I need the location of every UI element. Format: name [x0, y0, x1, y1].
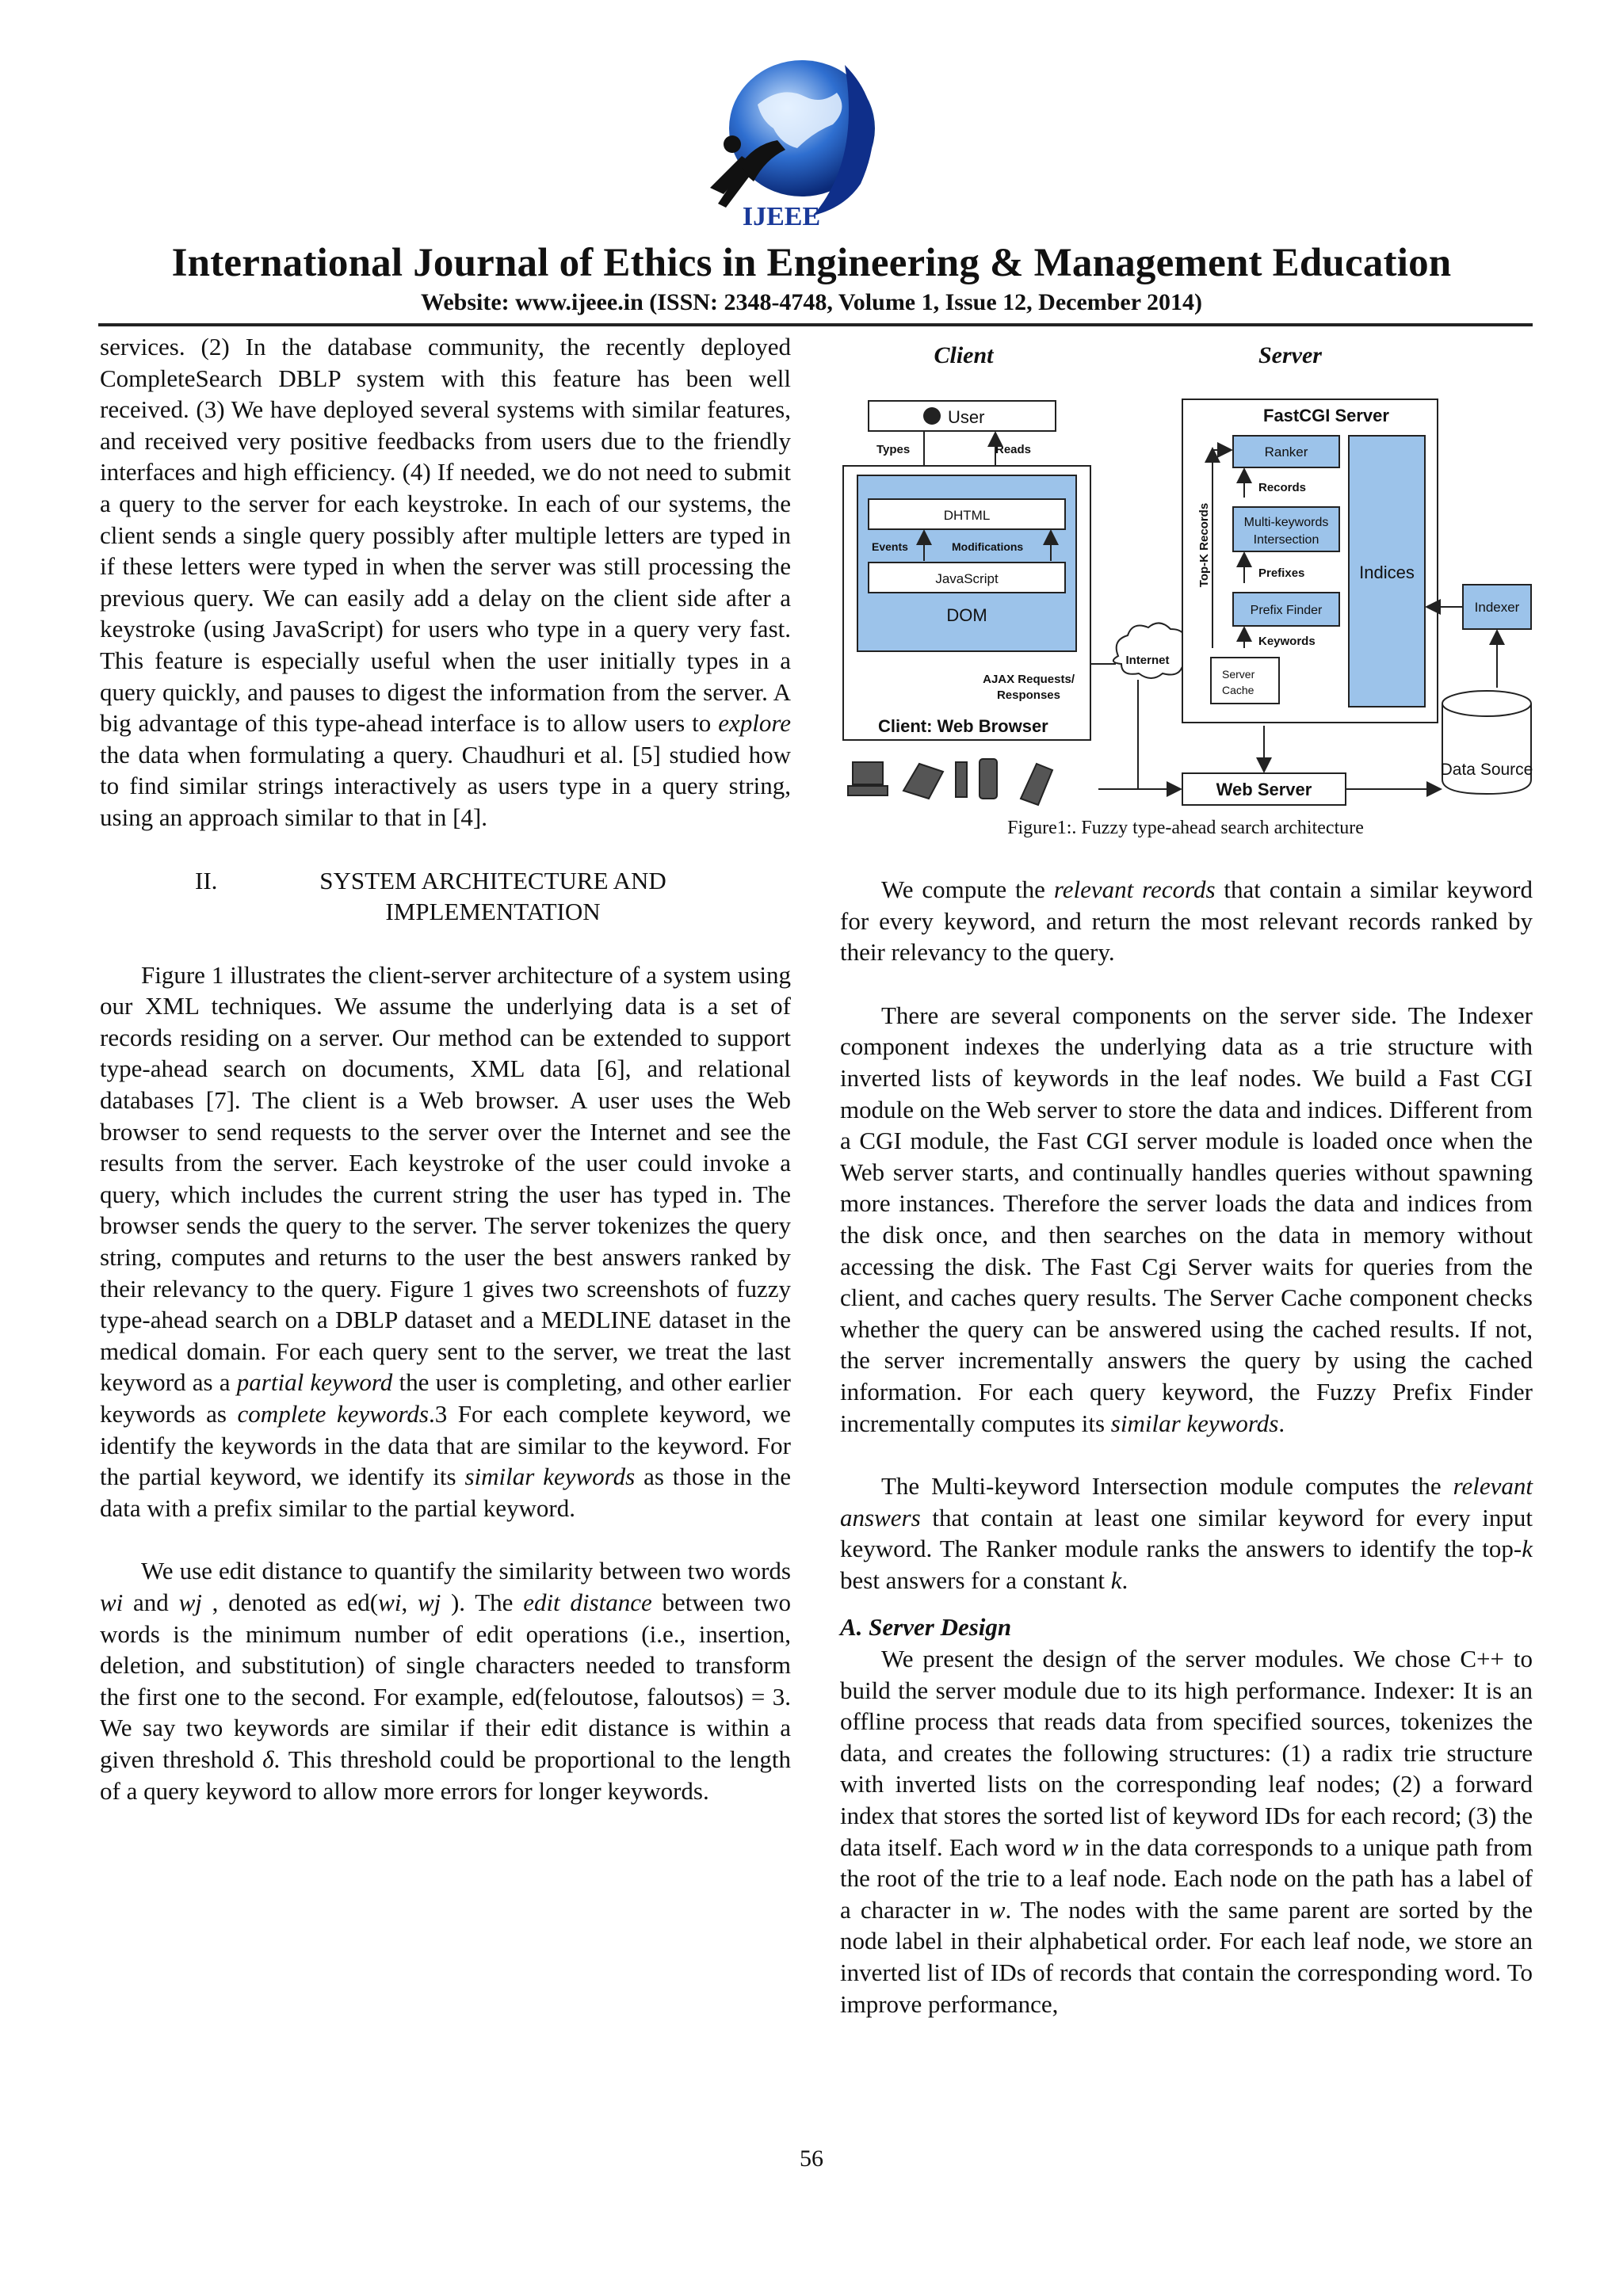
architecture-diagram [837, 331, 1534, 838]
globe-logo-icon [663, 49, 924, 231]
paragraph-server-components: There are several components on the server side. The Indexer component indexes the underlying data as a trie structure with inverted lists of keywords in the leaf nodes. We build a Fast CGI module on the Web server to store the data and indices. Different from a CGI module, the Fast CGI server module is loaded once when the Web server starts, and continually handles queries without spawning more instances. Therefore the server loads the data and indices from the disk once, and then searches on the data in memory without accessing the disk. The Fast Cgi Server waits for queries from the client, and caches query results. The Server Cache component checks whether the query can be answered using the cached results. If not, the server incrementally answers the query by using the cached information. For each query keyword, the Fuzzy Prefix Finder incrementally computes its similar keywords. [840, 1001, 1533, 1437]
topk-label: Top-K Records [1197, 502, 1211, 588]
prefixes-label: Prefixes [1258, 566, 1305, 580]
internet-label: Internet [1125, 654, 1170, 667]
multi-keywords-label-2: Intersection [1253, 533, 1319, 547]
data-source-cylinder-icon [1442, 704, 1531, 794]
server-cache-box [1211, 658, 1279, 704]
multi-keywords-label-1: Multi-keywords [1243, 516, 1329, 529]
section-heading: II. SYSTEM ARCHITECTURE AND IMPLEMENTATION [195, 866, 666, 926]
ranker-label: Ranker [1264, 444, 1308, 460]
client-title: Client [934, 342, 994, 368]
types-label: Types [876, 443, 911, 456]
user-label: User [948, 407, 985, 427]
journal-subtitle: Website: www.ijeee.in (ISSN: 2348-4748, Volume 1, Issue 12, December 2014) [420, 289, 1203, 315]
client-browser-label: Client: Web Browser [878, 716, 1048, 736]
paragraph-multi-keyword: The Multi-keyword Intersection module computes the relevant answers that contain at least one similar keyword for every input keyword. The Ranker module ranks the answers to identify the top-k best answers for a constant k. [840, 1472, 1533, 1594]
internet-cloud-icon [1113, 623, 1191, 678]
left-column [100, 331, 791, 1806]
page-number: 56 [800, 2145, 823, 2172]
dhtml-label: DHTML [943, 508, 991, 523]
subsection-heading: A. Server Design [840, 1613, 1012, 1642]
prefix-finder-label: Prefix Finder [1250, 604, 1323, 617]
figure-caption: Figure1:. Fuzzy type-ahead search architecture [1007, 818, 1364, 838]
section-number: II. [195, 866, 218, 894]
fastcgi-label: FastCGI Server [1263, 406, 1389, 425]
reads-label: Reads [995, 443, 1032, 456]
server-title: Server [1258, 342, 1322, 368]
indices-label: Indices [1359, 563, 1415, 582]
ajax-label-2: Responses [996, 688, 1060, 702]
architecture-figure [837, 331, 1534, 838]
javascript-label: JavaScript [935, 571, 999, 586]
right-column [840, 874, 1533, 2019]
server-cache-label-1: Server [1222, 668, 1255, 681]
records-label: Records [1258, 481, 1307, 494]
indexer-label: Indexer [1474, 600, 1520, 615]
modifications-label: Modifications [952, 540, 1024, 553]
paragraph-intro: services. (2) In the database community, the recently deployed CompleteSearch DBLP system with this feature has been well received. (3) We have deployed several systems with similar features, and received very positive feedbacks from users due to the friendly interfaces and high efficiency. (4) If needed, we do not need to submit a query to the server for each keystroke. In each of our systems, the client sends a single query possibly after multiple letters are typed in if these letters were typed in when the server was still processing the previous query. We can easily add a delay on the client side after a keystroke (using JavaScript) for users who type in a query very fast. This feature is especially useful when the user initially types in a query quickly, and pauses to digest the information from the server. A big advantage of this type-ahead interface is to allow users to explore the data when formulating a query. Chaudhuri et al. [5] studied how to find similar strings interactively as users type in a query string, using an approach similar to that in [4]. [100, 333, 791, 831]
dom-label: DOM [946, 605, 987, 625]
paragraph-relevant-records: We compute the relevant records that contain a similar keyword for every keyword, and return the most relevant records ranked by their relevancy to the query. [840, 875, 1533, 967]
web-server-label: Web Server [1216, 780, 1312, 799]
journal-logo [663, 49, 924, 231]
data-source-label: Data Source [1440, 761, 1533, 779]
keywords-label: Keywords [1258, 635, 1316, 648]
logo-text: IJEEE [742, 202, 821, 231]
paragraph-server-design: We present the design of the server modules. We chose C++ to build the server module due to its high performance. Indexer: It is an offline process that reads data from specified sources, tokenizes the data, and creates the following structures: (1) a radix trie structure with inverted lists on the corresponding leaf nodes; (2) a forward index that stores the sorted list of keyword IDs for each record; (3) the data itself. Each word w in the data corresponds to a unique path from the root of the trie to a leaf node. Each node on the path has a label of a character in w. The nodes with the same parent are sorted by the node label in their alphabetical order. For each leaf node, we store an inverted list of IDs of records that contain the corresponding word. To improve performance, [840, 1645, 1533, 2018]
header-rule [98, 323, 1533, 326]
events-label: Events [872, 540, 908, 553]
client-devices-icon [848, 759, 1052, 805]
user-icon [923, 407, 941, 425]
paragraph-edit-distance: We use edit distance to quantify the similarity between two words wi and wj , denoted as ed(wi, wj ). The edit distance between two words is the minimum number of edit operations (i.e., insertion, deletion, and substitution) of single characters needed to transform the first one to the second. For example, ed(feloutose, faloutsos) = 3. We say two keywords are similar if their edit distance is within a given threshold δ. This threshold could be proportional to the length of a query keyword to allow more errors for longer keywords. [100, 1557, 792, 1805]
journal-title: International Journal of Ethics in Engineering & Management Education [171, 241, 1452, 285]
ajax-label-1: AJAX Requests/ [983, 673, 1075, 686]
server-cache-label-2: Cache [1222, 684, 1254, 696]
paragraph-architecture: Figure 1 illustrates the client-server architecture of a system using our XML techniques. We assume the underlying data is a set of records residing on a server. Our method can be extended to support type-ahead search on documents, XML data [6], and relational databases [7]. The client is a Web browser. A user uses the Web browser to send requests to the server over the Internet and see the results from the server. Each keystroke of the user could invoke a query, which includes the current string the user has typed in. The browser sends the query to the server. The server tokenizes the query string, computes and returns to the user the best answers ranked by their relevancy to the query. Figure 1 gives two screenshots of fuzzy type-ahead search on a DBLP dataset and a MEDLINE dataset in the medical domain. For each query sent to the server, we treat the last keyword as a partial keyword the user is completing, and other earlier keywords as complete keywords.3 For each complete keyword, we identify the keywords in the data that are similar to the keyword. For the partial keyword, we identify its similar keywords as those in the data with a prefix similar to the partial keyword. [100, 960, 792, 1522]
